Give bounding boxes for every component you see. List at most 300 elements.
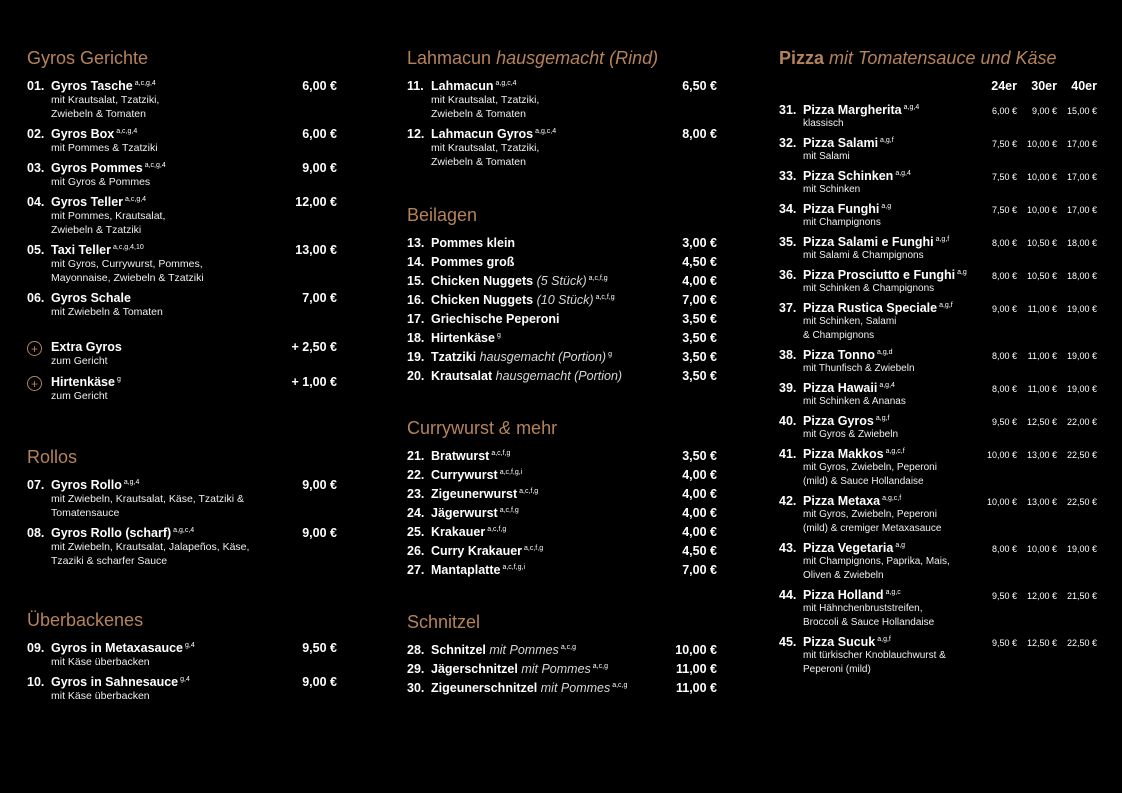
pizza-item-row (779, 541, 1097, 555)
pizza-description: mit Schinken & Ananas (803, 396, 906, 407)
item-number: 07. (27, 478, 45, 492)
menu-item-row (407, 681, 717, 695)
item-price: 7,00 € (682, 563, 717, 577)
item-price: 3,50 € (682, 312, 717, 326)
item-name-text: Zigeunerwurst (431, 487, 518, 501)
pizza-item-row (779, 136, 1097, 150)
pizza-description: mit türkischer Knoblauchwurst & (803, 650, 946, 661)
item-name-text: Lahmacun Gyros (431, 127, 534, 141)
ueberbackenes-list (27, 641, 337, 703)
menu-item-row (407, 127, 717, 141)
menu-item (407, 525, 717, 539)
allergen-codes: a,g,4 (895, 169, 911, 177)
item-price: 7,00 € (682, 293, 717, 307)
menu-item-row (407, 487, 717, 501)
item-note: mit Pommes (540, 681, 611, 695)
allergen-codes: a,c,f,g,i (499, 468, 523, 476)
pizza-description: mit Schinken & Champignons (803, 283, 935, 294)
pizza-price: 8,00 € (991, 384, 1017, 394)
item-price: 3,50 € (682, 350, 717, 364)
item-price: 3,50 € (682, 449, 717, 463)
pizza-name-text: Pizza Holland (803, 588, 884, 602)
allergen-codes: a,g,c,4 (535, 127, 557, 135)
allergen-codes: g,4 (185, 641, 195, 649)
item-name-text: Gyros in Metaxasauce (51, 641, 184, 655)
item-price: 9,00 € (302, 161, 337, 175)
allergen-codes: a,c,f,g (588, 274, 608, 282)
pizza-name (803, 635, 977, 649)
pizza-price: 10,00 € (1026, 205, 1057, 215)
item-description: mit Pommes & Tzatziki (51, 142, 158, 154)
item-number: 10. (27, 675, 45, 689)
section-title-schnitzel: Schnitzel (407, 612, 481, 632)
item-name (431, 274, 682, 288)
item-description: mit Zwiebeln & Tomaten (51, 306, 163, 318)
pizza-item-row (779, 169, 1097, 183)
pizza-price: 19,00 € (1066, 351, 1097, 361)
menu-item-row (27, 526, 337, 540)
allergen-codes: a,g (881, 202, 892, 210)
menu-item-row (407, 312, 717, 326)
extra-name (51, 340, 291, 354)
menu-item (27, 127, 337, 155)
item-name-text: Jägerschnitzel (431, 662, 518, 676)
allergen-codes: a,g,f (877, 635, 891, 643)
item-name (51, 243, 295, 257)
menu-item-row (407, 79, 717, 93)
item-number: 38. (779, 348, 797, 362)
pizza-item (779, 588, 1097, 630)
pizza-price: 22,50 € (1066, 638, 1097, 648)
allergen-codes: a,g,c,4 (495, 79, 517, 87)
allergen-codes: a,c,g,4,10 (112, 243, 144, 251)
item-number: 14. (407, 255, 425, 269)
item-name-text: Pommes klein (431, 236, 516, 250)
item-number: 31. (779, 103, 797, 117)
item-number: 39. (779, 381, 797, 395)
item-name (431, 487, 682, 501)
menu-item-row (407, 468, 717, 482)
item-description: mit Zwiebeln, Krautsalat, Jalapeños, Käse, (51, 541, 250, 553)
item-name (431, 369, 682, 383)
item-number: 43. (779, 541, 797, 555)
extra-name-text: Hirtenkäse (51, 375, 115, 389)
menu-item-row (27, 127, 337, 141)
section-title-rollos: Rollos (27, 447, 78, 467)
item-name (431, 79, 682, 93)
pizza-name (803, 235, 977, 249)
item-name (431, 255, 682, 269)
item-description: Zwiebeln & Tomaten (431, 156, 526, 168)
size-label: 40er (1071, 79, 1097, 93)
allergen-codes: a,g,4 (879, 381, 895, 389)
item-name-text: Pommes groß (431, 255, 515, 269)
item-description: mit Krautsalat, Tzatziki, (431, 142, 540, 154)
item-name (431, 449, 682, 463)
item-name-text: Taxi Teller (51, 243, 111, 257)
item-description: Zwiebeln & Tzatziki (51, 224, 142, 236)
pizza-price: 10,00 € (1026, 172, 1057, 182)
item-name (431, 506, 682, 520)
currywurst-title-b: mehr (516, 418, 558, 438)
menu-item (407, 255, 717, 269)
section-title-currywurst (407, 418, 717, 439)
allergen-codes: g (496, 331, 501, 339)
item-number: 26. (407, 544, 425, 558)
allergen-codes: a,c,f,g (491, 449, 511, 457)
menu-item (407, 563, 717, 577)
item-number: 28. (407, 643, 425, 657)
pizza-item-row (779, 202, 1097, 216)
menu-item (27, 291, 337, 319)
item-name-text: Chicken Nuggets (431, 293, 534, 307)
pizza-price: 8,00 € (991, 238, 1017, 248)
pizza-item-row (779, 635, 1097, 649)
pizza-price: 12,50 € (1026, 417, 1057, 427)
item-number: 41. (779, 447, 797, 461)
extra-price: + 2,50 € (291, 340, 337, 354)
pizza-price: 8,00 € (991, 544, 1017, 554)
lahmacun-subtitle: hausgemacht (Rind) (496, 48, 659, 68)
item-price: 9,00 € (302, 675, 337, 689)
item-name-text: Gyros Rollo (scharf) (51, 526, 172, 540)
item-name (51, 675, 302, 689)
item-name-text: Gyros Pommes (51, 161, 143, 175)
menu-item (407, 643, 717, 657)
item-name-text: Gyros in Sahnesauce (51, 675, 179, 689)
pizza-item (779, 301, 1097, 343)
menu-item (407, 350, 717, 364)
item-price: 11,00 € (675, 681, 717, 695)
item-price: 9,00 € (302, 478, 337, 492)
item-description: Tzaziki & scharfer Sauce (51, 555, 168, 567)
item-name-text: Tzatziki (431, 350, 477, 364)
menu-item-row (27, 243, 337, 257)
allergen-codes: a,g,c (885, 588, 901, 596)
item-number: 35. (779, 235, 797, 249)
pizza-price: 13,00 € (1026, 497, 1057, 507)
pizza-name (803, 348, 977, 362)
extra-item (27, 374, 337, 403)
allergen-codes: a,c,g,4 (116, 127, 138, 135)
pizza-name (803, 202, 977, 216)
item-price: 3,50 € (682, 331, 717, 345)
pizza-price: 21,50 € (1066, 591, 1097, 601)
size-label: 30er (1031, 79, 1057, 93)
item-number: 36. (779, 268, 797, 282)
menu-item (407, 662, 717, 676)
extra-price: + 1,00 € (291, 375, 337, 389)
item-name (431, 127, 682, 141)
pizza-name (803, 494, 977, 508)
item-price: 11,00 € (675, 662, 717, 676)
pizza-name-text: Pizza Margherita (803, 103, 902, 117)
allergen-codes: a,c,g (560, 643, 576, 651)
item-name-text: Griechische Peperoni (431, 312, 560, 326)
item-number: 11. (407, 79, 424, 93)
menu-item (27, 526, 337, 568)
pizza-price: 10,00 € (1026, 139, 1057, 149)
allergen-codes: a,c,f,g,i (502, 563, 526, 571)
pizza-price: 8,00 € (991, 271, 1017, 281)
pizza-name-text: Pizza Rustica Speciale (803, 301, 938, 315)
menu-item-row (27, 79, 337, 93)
item-name (431, 468, 682, 482)
section-title-gyros: Gyros Gerichte (27, 48, 149, 68)
pizza-description: mit Gyros, Zwiebeln, Peperoni (803, 462, 937, 473)
allergen-codes: a,c,f,g (524, 544, 544, 552)
gyros-list (27, 79, 337, 319)
pizza-name-text: Pizza Schinken (803, 169, 894, 183)
pizza-item (779, 414, 1097, 442)
menu-item-row (27, 291, 337, 305)
item-name (51, 161, 302, 175)
menu-item (27, 243, 337, 285)
pizza-price: 7,50 € (991, 205, 1017, 215)
menu-item (407, 127, 717, 169)
currywurst-title-amp: & (499, 418, 512, 438)
plus-circle-icon: + (27, 376, 42, 391)
menu-item (27, 641, 337, 669)
currywurst-list (407, 449, 717, 577)
pizza-price: 8,00 € (991, 351, 1017, 361)
item-name-text: Krakauer (431, 525, 486, 539)
pizza-description: mit Gyros & Zwiebeln (803, 429, 899, 440)
pizza-description: mit Schinken (803, 184, 861, 195)
item-name (431, 293, 682, 307)
item-number: 22. (407, 468, 425, 482)
extra-item (27, 339, 337, 368)
menu-item-row (407, 236, 717, 250)
allergen-codes: a,c,f,g (487, 525, 507, 533)
extra-description: zum Gericht (51, 390, 108, 402)
item-price: 4,00 € (682, 487, 717, 501)
item-description: Zwiebeln & Tomaten (51, 108, 146, 120)
pizza-description: mit Thunfisch & Zwiebeln (803, 363, 915, 374)
item-name-text: Gyros Schale (51, 291, 131, 305)
item-number: 33. (779, 169, 797, 183)
pizza-title: Pizza (779, 48, 825, 68)
extra-name-text: Extra Gyros (51, 340, 122, 354)
allergen-codes: a,g (957, 268, 967, 276)
menu-item (407, 236, 717, 250)
item-price: 7,00 € (302, 291, 337, 305)
allergen-codes: g (116, 375, 121, 383)
menu-item-row (407, 506, 717, 520)
pizza-name-text: Pizza Funghi (803, 202, 880, 216)
column-left (27, 48, 337, 709)
allergen-codes: a,c,f,g (499, 506, 519, 514)
lahmacun-title: Lahmacun (407, 48, 492, 68)
pizza-price: 10,50 € (1026, 238, 1057, 248)
pizza-description: (mild) & Sauce Hollandaise (803, 476, 924, 487)
pizza-item-row (779, 447, 1097, 461)
item-description: mit Gyros & Pommes (51, 176, 151, 188)
item-number: 16. (407, 293, 425, 307)
menu-item-row (407, 331, 717, 345)
pizza-name-text: Pizza Makkos (803, 447, 884, 461)
pizza-name-text: Pizza Metaxa (803, 494, 881, 508)
allergen-codes: a,g,c,4 (173, 526, 195, 534)
pizza-description: mit Salami (803, 151, 850, 162)
menu-item-row (407, 255, 717, 269)
extra-item-row (27, 339, 337, 354)
pizza-price: 17,00 € (1066, 172, 1097, 182)
pizza-item-row (779, 588, 1097, 602)
item-price: 4,00 € (682, 506, 717, 520)
pizza-price: 12,50 € (1026, 638, 1057, 648)
item-number: 12. (407, 127, 425, 141)
pizza-description: klassisch (803, 118, 844, 129)
item-name-text: Mantaplatte (431, 563, 501, 577)
item-name (51, 291, 302, 305)
item-description: mit Käse überbacken (51, 690, 150, 702)
allergen-codes: g,4 (180, 675, 190, 683)
item-number: 05. (27, 243, 45, 257)
item-name-text: Jägerwurst (431, 506, 498, 520)
menu-item (407, 487, 717, 501)
pizza-price: 17,00 € (1066, 139, 1097, 149)
menu-item (407, 293, 717, 307)
allergen-codes: a,g,4 (903, 103, 920, 111)
pizza-price: 9,50 € (991, 417, 1017, 427)
menu-item (407, 312, 717, 326)
pizza-name (803, 268, 977, 282)
item-number: 08. (27, 526, 45, 540)
item-number: 44. (779, 588, 797, 602)
item-description: mit Gyros, Currywurst, Pommes, (51, 258, 203, 270)
plus-circle-icon: + (27, 341, 42, 356)
column-right (779, 48, 1097, 682)
pizza-price: 11,00 € (1027, 351, 1057, 361)
pizza-description: Broccoli & Sauce Hollandaise (803, 617, 935, 628)
item-number: 06. (27, 291, 45, 305)
pizza-price: 19,00 € (1066, 544, 1097, 554)
pizza-price: 10,00 € (986, 450, 1017, 460)
menu-item-row (407, 369, 717, 383)
item-name (431, 312, 682, 326)
allergen-codes: a,g (895, 541, 906, 549)
item-name-text: Schnitzel (431, 643, 486, 657)
section-title-lahmacun (407, 48, 717, 69)
item-description: mit Zwiebeln, Krautsalat, Käse, Tzatziki & (51, 493, 244, 505)
allergen-codes: a,g,4 (123, 478, 140, 486)
allergen-codes: a,g,f (880, 136, 894, 144)
pizza-price: 7,50 € (991, 172, 1017, 182)
pizza-name-text: Pizza Sucuk (803, 635, 876, 649)
allergen-codes: a,g,f (875, 414, 890, 422)
pizza-description: (mild) & cremiger Metaxasauce (803, 523, 942, 534)
rollos-list (27, 478, 337, 568)
allergen-codes: a,c,g,4 (125, 195, 147, 203)
menu-item (407, 544, 717, 558)
pizza-price: 7,50 € (991, 139, 1017, 149)
item-price: 4,00 € (682, 525, 717, 539)
pizza-item-row (779, 414, 1097, 428)
item-name-text: Curry Krakauer (431, 544, 523, 558)
item-name (431, 643, 675, 657)
item-number: 03. (27, 161, 45, 175)
pizza-item (779, 235, 1097, 263)
item-price: 13,00 € (295, 243, 337, 257)
pizza-item-row (779, 235, 1097, 249)
pizza-item-row (779, 494, 1097, 508)
pizza-price: 12,00 € (1026, 591, 1057, 601)
item-note: (10 Stück) (536, 293, 594, 307)
menu-item-row (407, 662, 717, 676)
item-note: mit Pommes (521, 662, 591, 676)
item-name (431, 331, 682, 345)
pizza-name-text: Pizza Salami (803, 136, 879, 150)
menu-item-row (407, 563, 717, 577)
item-name (51, 79, 302, 93)
pizza-name (803, 301, 977, 315)
menu-item (407, 331, 717, 345)
pizza-subtitle: mit Tomatensauce und Käse (829, 48, 1057, 68)
item-number: 25. (407, 525, 425, 539)
item-number: 04. (27, 195, 45, 209)
menu-item-row (407, 525, 717, 539)
pizza-name-text: Pizza Tonno (803, 348, 875, 362)
item-name (431, 544, 682, 558)
item-name (431, 350, 682, 364)
allergen-codes: a,c,g,4 (144, 161, 166, 169)
allergen-codes: a,c,g,4 (134, 79, 156, 87)
item-note: hausgemacht (Portion) (495, 369, 623, 383)
item-description: Zwiebeln & Tomaten (431, 108, 526, 120)
item-number: 01. (27, 79, 45, 93)
item-price: 6,00 € (302, 79, 337, 93)
pizza-price: 9,00 € (1031, 106, 1057, 116)
menu-item-row (407, 350, 717, 364)
item-number: 17. (407, 312, 425, 326)
item-number: 24. (407, 506, 425, 520)
allergen-codes: a,g,c,f (882, 494, 902, 502)
pizza-price: 9,00 € (991, 304, 1017, 314)
item-number: 29. (407, 662, 425, 676)
item-name (51, 127, 302, 141)
pizza-price: 19,00 € (1066, 304, 1097, 314)
item-description: mit Käse überbacken (51, 656, 150, 668)
menu-item-row (407, 274, 717, 288)
menu-item-row (407, 293, 717, 307)
pizza-price: 11,00 € (1027, 384, 1057, 394)
pizza-price: 10,00 € (986, 497, 1017, 507)
item-note: (5 Stück) (536, 274, 587, 288)
item-name (431, 681, 676, 695)
menu-item-row (407, 449, 717, 463)
item-price: 8,00 € (682, 127, 717, 141)
allergen-codes: g (608, 350, 612, 358)
pizza-price: 13,00 € (1026, 450, 1057, 460)
item-number: 02. (27, 127, 45, 141)
allergen-codes: a,c,f,g (595, 293, 615, 301)
currywurst-title-a: Currywurst (407, 418, 495, 438)
pizza-name (803, 541, 977, 555)
item-name-text: Chicken Nuggets (431, 274, 534, 288)
item-number: 20. (407, 369, 425, 383)
pizza-name-text: Pizza Salami e Funghi (803, 235, 934, 249)
menu-item (27, 478, 337, 520)
menu-item-row (407, 544, 717, 558)
allergen-codes: a,g,d (877, 348, 893, 356)
menu-item (407, 468, 717, 482)
section-title-ueberbackenes: Überbackenes (27, 610, 144, 630)
item-price: 3,00 € (682, 236, 717, 250)
pizza-price: 19,00 € (1066, 384, 1097, 394)
pizza-item (779, 541, 1097, 583)
extra-item-row (27, 374, 337, 389)
